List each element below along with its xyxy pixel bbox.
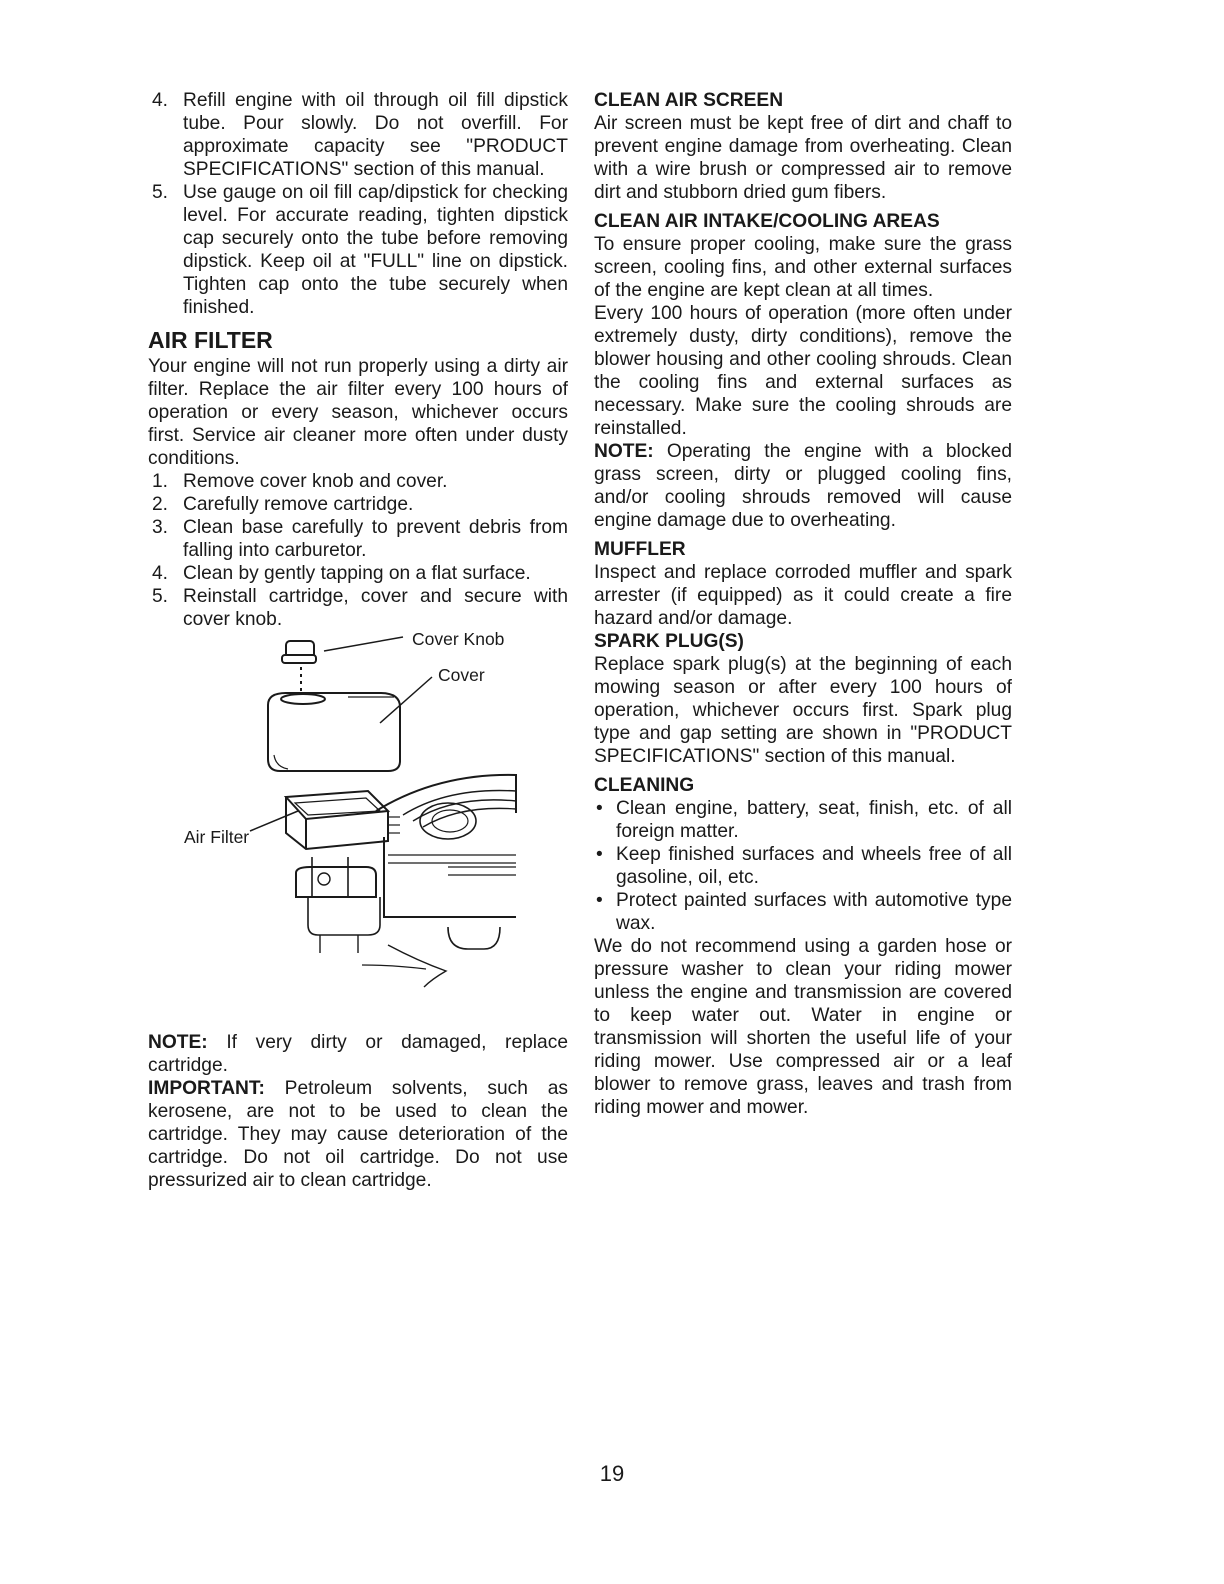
muffler-text: Inspect and replace corroded muffler and spark arrester (if equipped) as it could create a fire hazard and/or damage. xyxy=(594,562,1012,629)
spark-plug-heading: SPARK PLUG(S) xyxy=(594,631,744,652)
clean-air-intake-text-1: To ensure proper cooling, make sure the grass screen, cooling fins, and other external surfaces of the engine are kept clean at all times. xyxy=(594,234,1012,301)
list-item: 4. Refill engine with oil through oil fill dipstick tube. Pour slowly. Do not overfill. For approximate capacity see "PRODUCT SPECIFICATIONS" section of this manual. xyxy=(152,90,568,180)
list-item: • Protect painted surfaces with automotive type wax. xyxy=(596,890,1012,934)
cleaning-text: We do not recommend using a garden hose or pressure washer to clean your riding mower unless the engine and transmission are covered to keep water out. Water in engine or transmission will shorten the useful life of your riding mower. Use compressed air or a leaf blower to remove grass, leaves and trash from riding mower and mower. xyxy=(594,936,1012,1118)
spark-plug-text: Replace spark plug(s) at the beginning of each mowing season or after every 100 hours of operation, whichever occurs first. Spark plug type and gap setting are shown in "PRODUCT SPECIFICATIONS" section of this manual. xyxy=(594,654,1012,767)
list-item: 4. Clean by gently tapping on a flat surface. xyxy=(152,563,531,584)
air-filter-steps xyxy=(148,470,568,631)
air-filter-heading: AIR FILTER xyxy=(148,327,273,353)
list-item: 1. Remove cover knob and cover. xyxy=(152,471,448,492)
air-filter-intro: Your engine will not run properly using a dirty air filter. Replace the air filter every 100 hours of operation or every season, whichever occurs first. Service air cleaner more often under dusty conditions. xyxy=(148,356,568,469)
page-number: 19 xyxy=(599,1461,625,1486)
right-column xyxy=(594,89,1012,1119)
oil-refill-steps xyxy=(148,89,568,319)
important-paragraph: IMPORTANT: Petroleum solvents, such as kerosene, are not to be used to clean the cartridge. They may cause deterioration of the cartridge. Do not oil cartridge. Do not use pressurized air to clean cartridge. xyxy=(148,1078,568,1191)
list-item: 5. Use gauge on oil fill cap/dipstick for checking level. For accurate reading, tighten dipstick cap securely onto the tube before removing dipstick. Keep oil at "FULL" line on dipstick. Tighten cap onto the tube securely when finished. xyxy=(152,182,568,318)
cover-knob-label: Cover Knob xyxy=(412,629,505,649)
cleaning-heading: CLEANING xyxy=(594,775,695,796)
list-item: 2. Carefully remove cartridge. xyxy=(152,494,414,515)
cleaning-bullets xyxy=(594,797,1012,935)
important-label: IMPORTANT: xyxy=(148,1078,265,1099)
clean-air-intake-text-2: Every 100 hours of operation (more often under extremely dusty, dirty conditions), remove the blower housing and other cooling shrouds. Clean the cooling fins and external surfaces as necessary. Make sure the cooling shrouds are reinstalled. xyxy=(594,303,1012,439)
clean-air-screen-text: Air screen must be kept free of dirt and chaff to prevent engine damage from overheating. Clean with a wire brush or compressed air to remove dirt and stubborn dried gum fibers. xyxy=(594,113,1012,203)
clean-air-intake-heading: CLEAN AIR INTAKE/COOLING AREAS xyxy=(594,211,940,232)
clean-air-screen-heading: CLEAN AIR SCREEN xyxy=(594,90,784,111)
note-paragraph: NOTE: If very dirty or damaged, replace cartridge. xyxy=(148,1032,568,1076)
left-column xyxy=(148,89,568,1192)
intake-note-label: NOTE: xyxy=(594,441,654,462)
list-item: 3. Clean base carefully to prevent debris from falling into carburetor. xyxy=(152,517,568,561)
list-item: 5. Reinstall cartridge, cover and secure with cover knob. xyxy=(152,586,568,630)
list-item: • Keep finished surfaces and wheels free of all gasoline, oil, etc. xyxy=(596,844,1012,888)
air-filter-diagram xyxy=(148,629,568,1025)
list-item: • Clean engine, battery, seat, finish, etc. of all foreign matter. xyxy=(596,798,1012,842)
cover-shape xyxy=(268,693,400,771)
cover-label: Cover xyxy=(438,665,485,685)
air-filter-label: Air Filter xyxy=(184,827,250,847)
intake-note-paragraph: NOTE: Operating the engine with a blocked grass screen, dirty or plugged cooling fins, and/or cooling shrouds removed will cause engine damage due to overheating. xyxy=(594,441,1012,531)
muffler-heading: MUFFLER xyxy=(594,539,686,560)
note-label: NOTE: xyxy=(148,1032,208,1053)
